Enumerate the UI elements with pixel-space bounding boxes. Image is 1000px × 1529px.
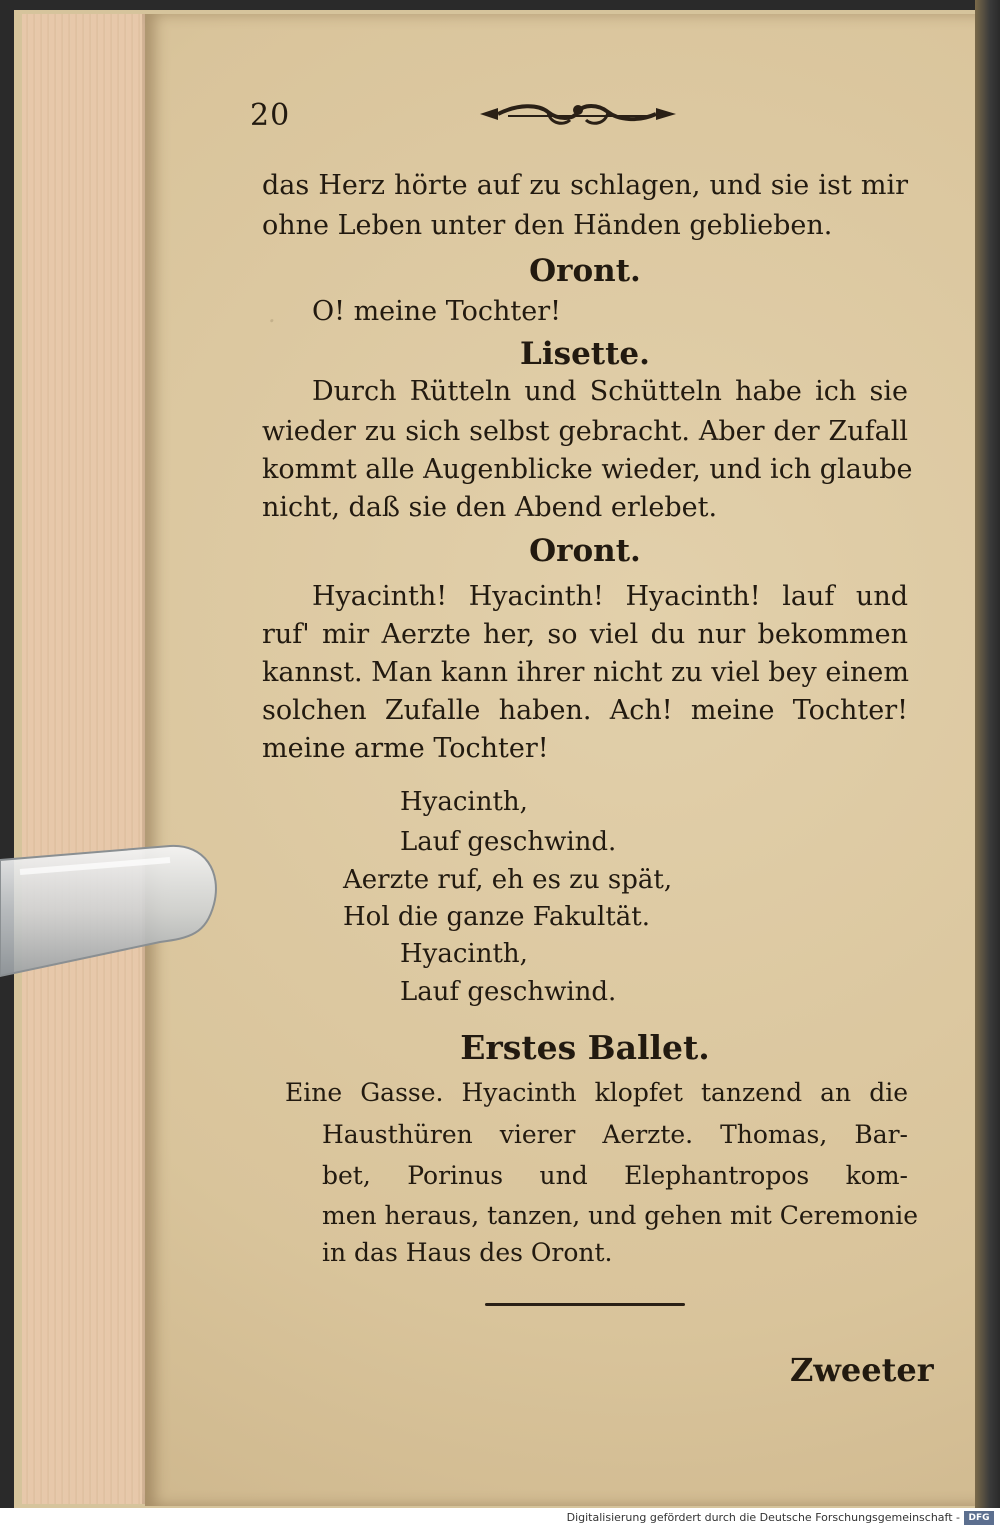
dialogue-line: nicht, daß sie den Abend erlebet. — [262, 492, 718, 523]
dialogue-line: Durch Rütteln und Schütteln habe ich sie — [312, 376, 908, 407]
dialogue-line: ruf' mir Aerzte her, so viel du nur bekommen — [262, 619, 908, 650]
dialogue-line: wieder zu sich selbst gebracht. Aber der Zufall — [262, 416, 908, 447]
fore-edge-stripes — [22, 14, 142, 1504]
section-heading: Erstes Ballet. — [460, 1028, 710, 1067]
dialogue-line: kommt alle Augenblicke wieder, und ich glaube — [262, 454, 913, 485]
page-clip-icon — [0, 842, 218, 982]
dialogue-line: O! meine Tochter! — [312, 296, 561, 327]
speaker-name: Oront. — [529, 533, 641, 569]
text-line: ohne Leben unter den Händen geblieben. — [262, 210, 833, 241]
footer-bar — [0, 1508, 1000, 1529]
dfg-logo: DFG — [964, 1511, 994, 1525]
dialogue-line: meine arme Tochter! — [262, 733, 549, 764]
catchword: Zweeter — [790, 1351, 934, 1389]
section-rule — [485, 1303, 685, 1306]
text-line: das Herz hörte auf zu schlagen, und sie ist mir — [262, 170, 908, 201]
ornament-icon — [478, 96, 678, 132]
stage-direction: Eine Gasse. Hyacinth klopfet tanzend an die — [285, 1078, 908, 1107]
dialogue-line: Hyacinth! Hyacinth! Hyacinth! lauf und — [312, 581, 908, 612]
speaker-name: Oront. — [529, 253, 641, 289]
verse-line: Hyacinth, — [400, 939, 528, 969]
verse-line: Lauf geschwind. — [400, 827, 617, 857]
verse-line: Aerzte ruf, eh es zu spät, — [343, 865, 673, 895]
stage-direction: in das Haus des Oront. — [322, 1238, 613, 1267]
verse-line: Hyacinth, — [400, 787, 528, 817]
show-through-text: . — [268, 300, 276, 328]
speaker-name: Lisette. — [520, 336, 650, 372]
dialogue-line: kannst. Man kann ihrer nicht zu viel bey einem — [262, 657, 909, 688]
page-number: 20 — [250, 98, 291, 133]
dialogue-line: solchen Zufalle haben. Ach! meine Tochter! — [262, 695, 908, 726]
stage-direction: Hausthüren vierer Aerzte. Thomas, Bar- — [322, 1120, 908, 1149]
right-spine-shadow — [975, 0, 1000, 1529]
stage-direction: bet, Porinus und Elephantropos kom- — [322, 1161, 908, 1190]
verse-line: Hol die ganze Fakultät. — [343, 902, 651, 932]
verse-line: Lauf geschwind. — [400, 977, 617, 1007]
funding-note: Digitalisierung gefördert durch die Deutsche Forschungsgemeinschaft - — [566, 1511, 960, 1524]
stage-direction: men heraus, tanzen, und gehen mit Ceremonie — [322, 1201, 919, 1230]
